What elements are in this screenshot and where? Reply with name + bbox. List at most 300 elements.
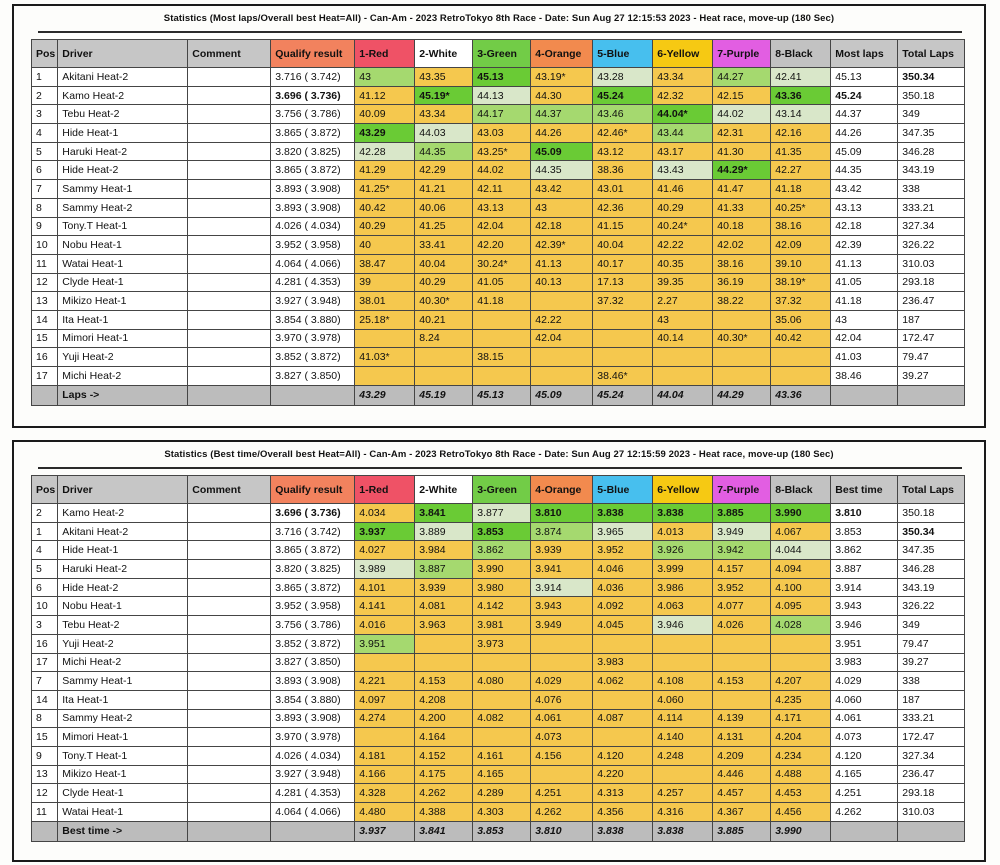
pos-cell: 17: [32, 367, 58, 386]
lane-cell: 42.22: [531, 310, 593, 329]
lane-cell: 4.062: [593, 672, 653, 691]
footer-pos-cell: [32, 385, 58, 405]
lane-cell: 4.139: [713, 709, 771, 728]
result-cell: 42.39: [831, 236, 898, 255]
lane-cell: 42.36: [593, 198, 653, 217]
pos-cell: 8: [32, 709, 58, 728]
lane-cell: 38.46*: [593, 367, 653, 386]
lane-header: 1-Red: [355, 476, 415, 504]
lane-cell: 40.24*: [653, 217, 713, 236]
lane-cell: [653, 367, 713, 386]
table-row: [32, 124, 965, 143]
pos-cell: 8: [32, 198, 58, 217]
lane-cell: 43.36: [771, 86, 831, 105]
pos-cell: 1: [32, 68, 58, 87]
lane-cell: 38.22: [713, 292, 771, 311]
driver-cell: Michi Heat-2: [58, 367, 188, 386]
lane-cell: 42.04: [473, 217, 531, 236]
total-cell: 346.28: [898, 142, 965, 161]
qualify-cell: 3.893 ( 3.908): [271, 180, 355, 199]
total-header: Total Laps: [898, 476, 965, 504]
driver-cell: Ita Heat-1: [58, 310, 188, 329]
comment-cell: [188, 105, 271, 124]
table-row: [32, 180, 965, 199]
lane-cell: 39: [355, 273, 415, 292]
header-row: [32, 476, 965, 504]
lane-cell: 4.156: [531, 746, 593, 765]
result-cell: 45.13: [831, 68, 898, 87]
lane-cell: [415, 367, 473, 386]
lane-cell: 4.013: [653, 522, 713, 541]
driver-cell: Kamo Heat-2: [58, 504, 188, 523]
lane-cell: 3.989: [355, 560, 415, 579]
pos-cell: 9: [32, 217, 58, 236]
lane-cell: 4.027: [355, 541, 415, 560]
lane-cell: 41.29: [355, 161, 415, 180]
lane-cell: 4.142: [473, 597, 531, 616]
table-row: [32, 142, 965, 161]
pos-cell: 12: [32, 784, 58, 803]
lane-cell: 4.045: [593, 616, 653, 635]
lane-cell: 41.25: [415, 217, 473, 236]
pos-cell: 2: [32, 504, 58, 523]
lane-cell: 45.24: [593, 86, 653, 105]
total-cell: 349: [898, 616, 965, 635]
driver-cell: Watai Heat-1: [58, 803, 188, 822]
lane-cell: 3.951: [355, 634, 415, 653]
lane-cell: 38.16: [713, 254, 771, 273]
lane-cell: 43: [531, 198, 593, 217]
lane-cell: 40.17: [593, 254, 653, 273]
footer-lane-cell: 43.36: [771, 385, 831, 405]
lane-header: 5-Blue: [593, 40, 653, 68]
total-cell: 338: [898, 180, 965, 199]
total-cell: 343.19: [898, 161, 965, 180]
pos-cell: 7: [32, 672, 58, 691]
lane-cell: 4.248: [653, 746, 713, 765]
lane-cell: 4.114: [653, 709, 713, 728]
result-cell: 44.37: [831, 105, 898, 124]
qualify-cell: 3.893 ( 3.908): [271, 198, 355, 217]
lane-cell: 44.29*: [713, 161, 771, 180]
lane-cell: 38.15: [473, 348, 531, 367]
lane-cell: 44.30: [531, 86, 593, 105]
lane-cell: 4.080: [473, 672, 531, 691]
report-title: Statistics (Best time/Overall best Heat=All) - Can-Am - 2023 RetroTokyo 8th Race - Date: Sun Aug 27 12:15:59 2023 - Heat race, move-up (180 Sec): [164, 449, 834, 460]
lane-header: 8-Black: [771, 40, 831, 68]
driver-cell: Yuji Heat-2: [58, 348, 188, 367]
total-cell: 350.18: [898, 504, 965, 523]
lane-cell: 39.35: [653, 273, 713, 292]
total-cell: 187: [898, 310, 965, 329]
lane-cell: 4.034: [355, 504, 415, 523]
lane-cell: 42.22: [653, 236, 713, 255]
driver-header: Driver: [58, 476, 188, 504]
pos-cell: 1: [32, 522, 58, 541]
lane-cell: 3.942: [713, 541, 771, 560]
pos-cell: 6: [32, 578, 58, 597]
pos-cell: 5: [32, 560, 58, 579]
qualify-cell: 3.820 ( 3.825): [271, 142, 355, 161]
lane-cell: 43.46: [593, 105, 653, 124]
pos-cell: 4: [32, 124, 58, 143]
lane-cell: 4.153: [415, 672, 473, 691]
total-cell: 350.34: [898, 68, 965, 87]
lane-cell: 44.27: [713, 68, 771, 87]
qualify-cell: 3.696 ( 3.736): [271, 504, 355, 523]
lane-cell: 41.15: [593, 217, 653, 236]
result-cell: 4.029: [831, 672, 898, 691]
footer-lane-cell: 3.810: [531, 821, 593, 841]
pos-header: Pos: [32, 40, 58, 68]
title-divider: [38, 467, 962, 469]
lane-cell: 4.171: [771, 709, 831, 728]
table-row: [32, 504, 965, 523]
table-row: [32, 578, 965, 597]
total-cell: 327.34: [898, 746, 965, 765]
comment-cell: [188, 634, 271, 653]
lane-cell: 4.029: [531, 672, 593, 691]
lane-cell: 41.35: [771, 142, 831, 161]
lane-cell: 3.943: [531, 597, 593, 616]
lane-cell: 42.02: [713, 236, 771, 255]
report-title: Statistics (Most laps/Overall best Heat=All) - Can-Am - 2023 RetroTokyo 8th Race - Date: Sun Aug 27 12:15:53 2023 - Heat race, move-up (180 Sec): [163, 13, 835, 24]
table-row: [32, 68, 965, 87]
lane-cell: 42.28: [355, 142, 415, 161]
table-row: [32, 86, 965, 105]
lane-cell: 3.973: [473, 634, 531, 653]
lane-cell: 3.965: [593, 522, 653, 541]
lane-cell: 42.09: [771, 236, 831, 255]
lane-cell: [415, 348, 473, 367]
lane-cell: [355, 367, 415, 386]
lane-cell: 4.457: [713, 784, 771, 803]
lane-cell: 4.221: [355, 672, 415, 691]
total-cell: 236.47: [898, 292, 965, 311]
lane-cell: 40.04: [415, 254, 473, 273]
qualify-cell: 4.281 ( 4.353): [271, 273, 355, 292]
table-row: [32, 329, 965, 348]
table-row: [32, 310, 965, 329]
qualify-cell: 3.716 ( 3.742): [271, 68, 355, 87]
footer-lane-cell: 3.937: [355, 821, 415, 841]
lane-cell: [473, 310, 531, 329]
result-cell: 38.46: [831, 367, 898, 386]
lane-cell: 43.13: [473, 198, 531, 217]
table-row: [32, 161, 965, 180]
comment-cell: [188, 161, 271, 180]
comment-cell: [188, 86, 271, 105]
footer-total-cell: [898, 385, 965, 405]
qualify-cell: 3.970 ( 3.978): [271, 728, 355, 747]
lane-cell: 4.208: [415, 690, 473, 709]
result-cell: 43.42: [831, 180, 898, 199]
lane-cell: 4.165: [473, 765, 531, 784]
lane-cell: 3.952: [593, 541, 653, 560]
lane-cell: [531, 653, 593, 672]
pos-header: Pos: [32, 476, 58, 504]
lane-cell: 40.29: [653, 198, 713, 217]
lane-cell: 4.204: [771, 728, 831, 747]
lane-cell: 4.164: [415, 728, 473, 747]
lane-cell: 4.316: [653, 803, 713, 822]
table-row: [32, 803, 965, 822]
lane-header: 6-Yellow: [653, 40, 713, 68]
lane-cell: 43.17: [653, 142, 713, 161]
lane-cell: 2.27: [653, 292, 713, 311]
result-cell: 41.05: [831, 273, 898, 292]
lane-cell: [653, 348, 713, 367]
lane-cell: 4.303: [473, 803, 531, 822]
lane-cell: 43.28: [593, 68, 653, 87]
lane-cell: 3.939: [531, 541, 593, 560]
lane-cell: 4.073: [531, 728, 593, 747]
footer-qualify-cell: [271, 821, 355, 841]
lane-cell: 4.044: [771, 541, 831, 560]
driver-cell: Tony.T Heat-1: [58, 746, 188, 765]
lane-cell: [473, 329, 531, 348]
lane-cell: 3.980: [473, 578, 531, 597]
lane-cell: 3.810: [531, 504, 593, 523]
footer-lane-cell: 44.04: [653, 385, 713, 405]
total-cell: 236.47: [898, 765, 965, 784]
lane-cell: 3.853: [473, 522, 531, 541]
comment-cell: [188, 690, 271, 709]
lane-cell: 30.24*: [473, 254, 531, 273]
lane-cell: 42.18: [531, 217, 593, 236]
driver-cell: Michi Heat-2: [58, 653, 188, 672]
qualify-cell: 3.854 ( 3.880): [271, 310, 355, 329]
lane-cell: 3.926: [653, 541, 713, 560]
footer-lane-cell: 3.838: [653, 821, 713, 841]
lane-cell: 4.077: [713, 597, 771, 616]
lane-cell: [593, 348, 653, 367]
pos-cell: 14: [32, 310, 58, 329]
lane-cell: [653, 634, 713, 653]
total-cell: 327.34: [898, 217, 965, 236]
table-row: [32, 522, 965, 541]
lane-cell: 3.946: [653, 616, 713, 635]
lane-cell: 41.13: [531, 254, 593, 273]
table-row: [32, 634, 965, 653]
total-cell: 293.18: [898, 273, 965, 292]
comment-cell: [188, 522, 271, 541]
result-cell: 3.983: [831, 653, 898, 672]
lane-cell: 42.11: [473, 180, 531, 199]
lane-cell: [593, 634, 653, 653]
lane-cell: 43.34: [415, 105, 473, 124]
qualify-cell: 3.852 ( 3.872): [271, 348, 355, 367]
lane-cell: [713, 634, 771, 653]
qualify-cell: 3.716 ( 3.742): [271, 522, 355, 541]
table-row: [32, 597, 965, 616]
lane-cell: [593, 310, 653, 329]
total-cell: 350.34: [898, 522, 965, 541]
title-divider: [38, 31, 962, 33]
lane-cell: 3.885: [713, 504, 771, 523]
lane-header: 8-Black: [771, 476, 831, 504]
total-cell: 39.27: [898, 367, 965, 386]
lane-cell: [473, 690, 531, 709]
lane-cell: 4.446: [713, 765, 771, 784]
comment-cell: [188, 746, 271, 765]
lane-cell: [531, 367, 593, 386]
result-cell: 3.810: [831, 504, 898, 523]
result-cell: 45.09: [831, 142, 898, 161]
qualify-cell: 3.893 ( 3.908): [271, 709, 355, 728]
pos-cell: 9: [32, 746, 58, 765]
lane-header: 5-Blue: [593, 476, 653, 504]
comment-cell: [188, 124, 271, 143]
comment-cell: [188, 728, 271, 747]
lane-cell: 4.234: [771, 746, 831, 765]
lane-cell: [593, 728, 653, 747]
comment-cell: [188, 180, 271, 199]
lane-cell: [355, 728, 415, 747]
lane-cell: 4.480: [355, 803, 415, 822]
lane-cell: [593, 690, 653, 709]
footer-row: [32, 385, 965, 405]
lane-header: 7-Purple: [713, 40, 771, 68]
table-row: [32, 765, 965, 784]
qualify-cell: 3.952 ( 3.958): [271, 597, 355, 616]
result-header: Best time: [831, 476, 898, 504]
result-cell: 41.03: [831, 348, 898, 367]
pos-cell: 2: [32, 86, 58, 105]
table-row: [32, 105, 965, 124]
table-row: [32, 616, 965, 635]
comment-cell: [188, 784, 271, 803]
comment-cell: [188, 236, 271, 255]
lane-cell: 41.25*: [355, 180, 415, 199]
table-body: [32, 504, 965, 842]
result-cell: 3.946: [831, 616, 898, 635]
comment-cell: [188, 310, 271, 329]
lane-cell: 4.328: [355, 784, 415, 803]
comment-cell: [188, 367, 271, 386]
qualify-header: Qualify result: [271, 476, 355, 504]
pos-cell: 4: [32, 541, 58, 560]
lane-cell: 40.35: [653, 254, 713, 273]
comment-cell: [188, 597, 271, 616]
comment-header: Comment: [188, 40, 271, 68]
table-row: [32, 541, 965, 560]
result-cell: 4.061: [831, 709, 898, 728]
driver-cell: Sammy Heat-2: [58, 198, 188, 217]
lane-cell: 42.27: [771, 161, 831, 180]
lane-cell: 4.181: [355, 746, 415, 765]
result-cell: 41.18: [831, 292, 898, 311]
table-row: [32, 217, 965, 236]
lane-cell: 41.46: [653, 180, 713, 199]
qualify-cell: 3.970 ( 3.978): [271, 329, 355, 348]
lane-cell: 4.313: [593, 784, 653, 803]
lane-cell: [713, 348, 771, 367]
lane-cell: 4.262: [415, 784, 473, 803]
lane-cell: 41.21: [415, 180, 473, 199]
total-cell: 293.18: [898, 784, 965, 803]
lane-cell: 43.43: [653, 161, 713, 180]
lane-cell: 41.12: [355, 86, 415, 105]
lane-cell: [355, 329, 415, 348]
driver-cell: Hide Heat-1: [58, 124, 188, 143]
comment-cell: [188, 504, 271, 523]
qualify-cell: 3.827 ( 3.850): [271, 367, 355, 386]
pos-cell: 13: [32, 765, 58, 784]
lane-cell: 42.29: [415, 161, 473, 180]
lane-cell: 41.03*: [355, 348, 415, 367]
lane-cell: 42.39*: [531, 236, 593, 255]
lane-cell: 3.941: [531, 560, 593, 579]
lane-cell: 3.841: [415, 504, 473, 523]
driver-cell: Akitani Heat-2: [58, 522, 188, 541]
lane-cell: 4.120: [593, 746, 653, 765]
lane-cell: 25.18*: [355, 310, 415, 329]
lane-cell: 43.42: [531, 180, 593, 199]
lane-cell: 4.141: [355, 597, 415, 616]
comment-cell: [188, 68, 271, 87]
lane-cell: 3.889: [415, 522, 473, 541]
driver-cell: Hide Heat-2: [58, 578, 188, 597]
lane-cell: 45.13: [473, 68, 531, 87]
lane-cell: 44.35: [415, 142, 473, 161]
result-cell: 3.914: [831, 578, 898, 597]
lane-cell: 3.990: [771, 504, 831, 523]
lane-cell: 41.18: [473, 292, 531, 311]
comment-cell: [188, 709, 271, 728]
driver-cell: Mimori Heat-1: [58, 329, 188, 348]
lane-cell: [771, 348, 831, 367]
lane-cell: 37.32: [771, 292, 831, 311]
lane-cell: 35.06: [771, 310, 831, 329]
lane-cell: [415, 653, 473, 672]
driver-cell: Tebu Heat-2: [58, 105, 188, 124]
pos-cell: 3: [32, 616, 58, 635]
pos-cell: 5: [32, 142, 58, 161]
lane-header: 2-White: [415, 40, 473, 68]
comment-cell: [188, 616, 271, 635]
total-cell: 347.35: [898, 541, 965, 560]
qualify-cell: 3.927 ( 3.948): [271, 292, 355, 311]
qualify-header: Qualify result: [271, 40, 355, 68]
lane-cell: 3.838: [653, 504, 713, 523]
footer-comment-cell: [188, 385, 271, 405]
lane-cell: 43: [653, 310, 713, 329]
lane-cell: 4.157: [713, 560, 771, 579]
pos-cell: 16: [32, 348, 58, 367]
qualify-cell: 4.064 ( 4.066): [271, 254, 355, 273]
stats-table-most-laps: [31, 39, 965, 406]
lane-cell: 4.488: [771, 765, 831, 784]
result-cell: 3.853: [831, 522, 898, 541]
total-cell: 346.28: [898, 560, 965, 579]
lane-cell: 4.094: [771, 560, 831, 579]
lane-cell: 3.949: [713, 522, 771, 541]
lane-cell: [653, 765, 713, 784]
lane-cell: 4.220: [593, 765, 653, 784]
lane-cell: 43: [355, 68, 415, 87]
lane-cell: 40.42: [355, 198, 415, 217]
total-cell: 79.47: [898, 634, 965, 653]
result-cell: 4.165: [831, 765, 898, 784]
driver-cell: Ita Heat-1: [58, 690, 188, 709]
result-cell: 43.13: [831, 198, 898, 217]
result-cell: 3.951: [831, 634, 898, 653]
driver-cell: Mikizo Heat-1: [58, 292, 188, 311]
result-cell: 4.251: [831, 784, 898, 803]
total-cell: 343.19: [898, 578, 965, 597]
lane-cell: 33.41: [415, 236, 473, 255]
